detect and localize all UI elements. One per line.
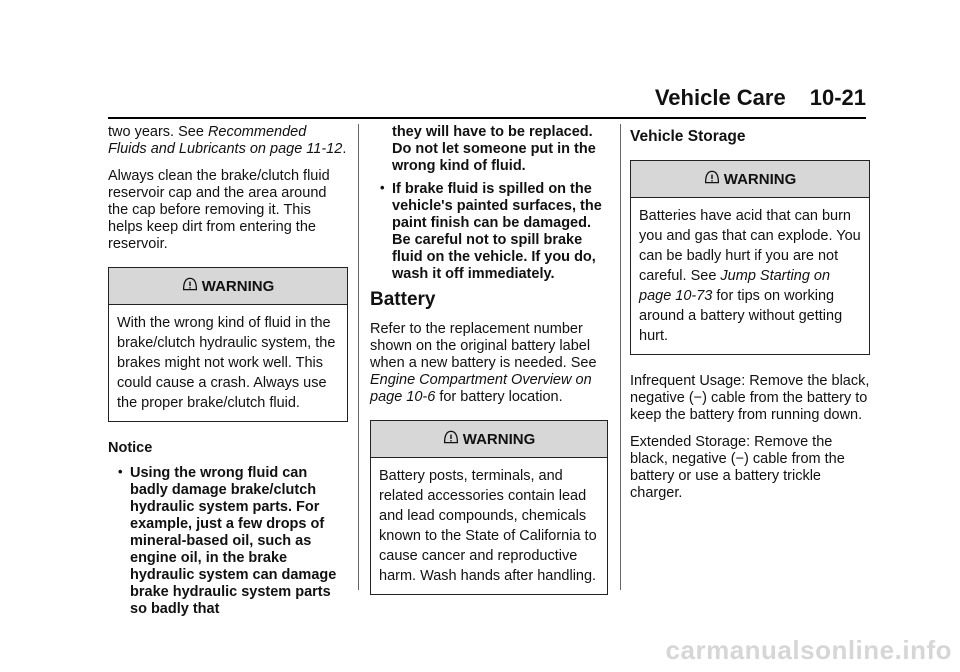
extended-storage-paragraph: Extended Storage: Remove the black, negative (−) cable from the battery or use a battery trickle charger. [630, 434, 845, 501]
battery-p1-text: Refer to the replacement number shown on the original battery label when a new battery is needed. See [370, 321, 597, 371]
warning-triangle-icon [182, 276, 198, 292]
warning-body [631, 198, 869, 354]
warning-triangle-icon [443, 429, 459, 445]
col1-p1-link[interactable]: Recommended Fluids and Lubricants on page 11-12 [108, 124, 343, 157]
col1-paragraph-2: Always clean the brake/clutch fluid reservoir cap and the area around the cap before removing it. This helps keep dirt from entering the reservoir. [108, 168, 330, 252]
warning-title: WARNING [723, 170, 797, 188]
list-item: • Using the wrong fluid can badly damage brake/clutch hydraulic system parts. For example, just a few drops of mineral-based oil, such as engine oil, in the brake hydraulic system can damage brake hydraulic system parts so badly that [108, 465, 348, 618]
warning-text: Batteries have acid that can burn you and gas that can explode. You can be badly hurt if you are not careful. See [639, 208, 861, 284]
warning-body: With the wrong kind of fluid in the brake/clutch hydraulic system, the brakes might not work well. This could cause a crash. Always use the proper brake/clutch fluid. [117, 315, 336, 411]
col1-p1-end: . [342, 141, 347, 157]
column-1 [108, 124, 348, 624]
col1-p1-text: two years. See [108, 124, 208, 140]
page-number: 10-21 [809, 85, 866, 110]
jump-starting-link[interactable]: Jump Starting on page 10-73 [639, 268, 831, 304]
column-divider-1 [358, 124, 359, 590]
col1-paragraph-1 [108, 124, 348, 158]
warning-header [631, 161, 869, 198]
notice-bullets-continued [370, 124, 608, 283]
battery-lead-warning-box [370, 420, 608, 595]
battery-acid-warning-box [630, 160, 870, 355]
warning-title: WARNING [462, 430, 536, 448]
warning-end: for tips on working around a battery without getting hurt. [639, 288, 843, 344]
battery-heading: Battery [370, 289, 436, 310]
header-rule [108, 117, 866, 119]
warning-body: Battery posts, terminals, and related accessories contain lead and lead compounds, chemicals known to the State of California to cause cancer and reproductive harm. Wash hands after handling. [379, 468, 597, 584]
battery-paragraph [370, 321, 608, 406]
warning-header [109, 268, 347, 305]
watermark: carmanualsonline.info [665, 635, 952, 665]
warning-header [371, 421, 607, 458]
infrequent-usage-paragraph: Infrequent Usage: Remove the black, negative (−) cable from the battery to keep the battery from running down. [630, 373, 870, 423]
section-title: Vehicle Care [654, 85, 786, 110]
header-text [655, 86, 866, 110]
battery-p1-link[interactable]: Engine Compartment Overview on page 10-6 [370, 372, 592, 405]
battery-p1-end: for battery location. [435, 389, 563, 405]
notice-label: Notice [108, 440, 153, 456]
brake-fluid-warning-box [108, 267, 348, 422]
column-divider-2 [620, 124, 621, 590]
warning-title: WARNING [201, 277, 275, 295]
column-3 [630, 124, 870, 512]
list-item: they will have to be replaced. Do not let someone put in the wrong kind of fluid. [392, 124, 596, 174]
warning-triangle-icon [704, 169, 720, 185]
column-2 [370, 124, 608, 613]
vehicle-storage-heading: Vehicle Storage [630, 128, 746, 145]
list-item: • If brake fluid is spilled on the vehicle's painted surfaces, the paint finish can be damaged. Be careful not to spill brake fluid on the vehicle. If you do, wash it off immediately. [370, 181, 608, 283]
notice-bullets [108, 465, 348, 618]
